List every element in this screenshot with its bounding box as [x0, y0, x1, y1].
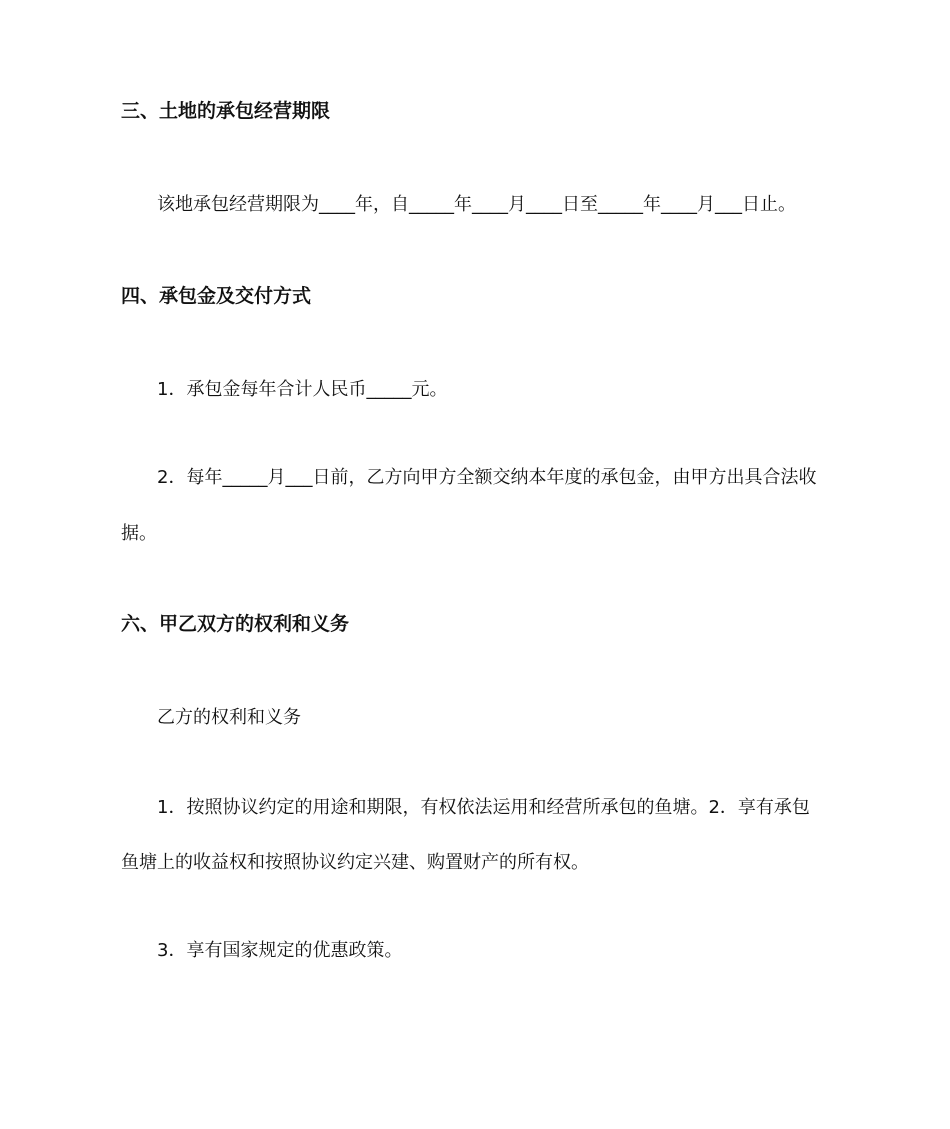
section-3-heading: 三、土地的承包经营期限 [121, 100, 331, 122]
section-6-item-1-line-1: 1．按照协议约定的用途和期限，有权依法运用和经营所承包的鱼塘。2．享有承包 [157, 797, 810, 818]
section-6-item-1-line-2: 鱼塘上的收益权和按照协议约定兴建、购置财产的所有权。 [121, 852, 589, 873]
section-6-heading: 六、甲乙双方的权利和义务 [121, 613, 350, 635]
section-4-heading: 四、承包金及交付方式 [121, 285, 312, 307]
section-4-item-2-line-2: 据。 [121, 523, 157, 544]
section-6-item-3: 3．享有国家规定的优惠政策。 [157, 940, 403, 961]
section-6-subheading: 乙方的权利和义务 [157, 707, 301, 728]
section-3-term-paragraph: 该地承包经营期限为____年，自_____年____月____日至_____年____月___日止。 [157, 194, 796, 215]
section-4-item-2-line-1: 2．每年_____月___日前，乙方向甲方全额交纳本年度的承包金，由甲方出具合法收 [157, 467, 817, 488]
section-4-item-1: 1．承包金每年合计人民币_____元。 [157, 379, 448, 400]
